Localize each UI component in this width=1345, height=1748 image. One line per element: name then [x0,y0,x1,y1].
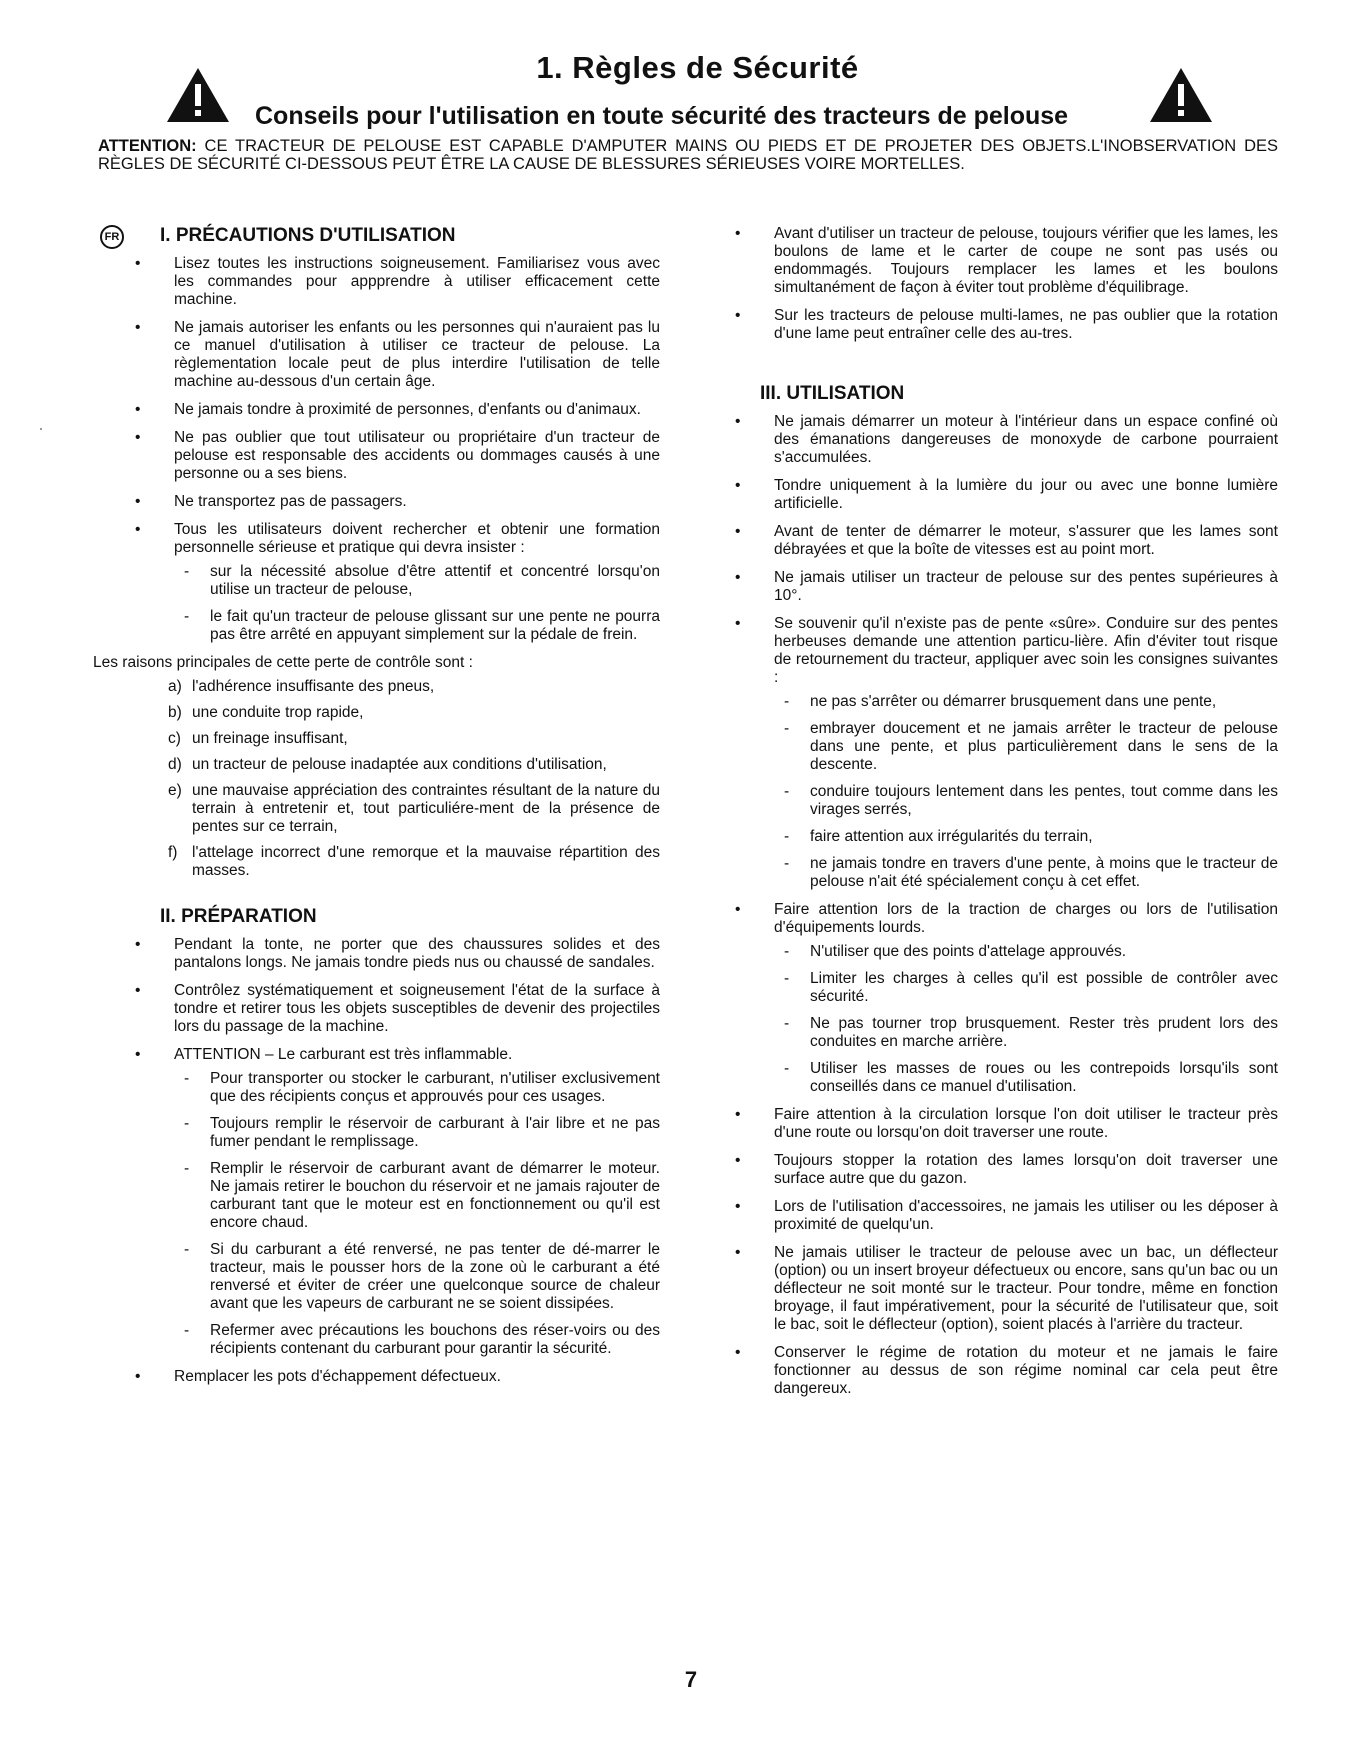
list-item [130,521,660,644]
raison-item [168,704,660,722]
raison-item [168,756,660,774]
page-title: 1. Règles de Sécurité [536,50,859,85]
list-item-text: Se souvenir qu'il n'existe pas de pente «sûre». Conduire sur des pentes herbeuses demande une attention particu-lière. Afin d'éviter tout risque de retournement du tracteur, appliquer avec soin les consignes suivantes : [774,615,1278,686]
sub-item: - faire attention aux irrégularités du terrain, [774,828,1278,846]
list-item-text: Tous les utilisateurs doivent rechercher et obtenir une formation personnelle sérieuse et pratique qui devra insister : [174,521,660,556]
bullet-list [130,255,660,644]
margin-mark [40,428,42,430]
attention-text: CE TRACTEUR DE PELOUSE EST CAPABLE D'AMPUTER MAINS OU PIEDS ET DE PROJETER DES OBJETS.L'INOBSERVATION DES RÈGLES DE SÉCURITÉ CI-DESSOUS PEUT ÊTRE LA CAUSE DE BLESSURES SÉRIEUSES VOIRE MORTELLES. [98,137,1278,173]
sub-item: - N'utiliser que des points d'attelage approuvés. [774,943,1278,961]
sub-item: - Pour transporter ou stocker le carburant, n'utiliser exclusivement que des récipients conçus et approuvés pour ces usages. [174,1070,660,1106]
raison-letter: f) [168,844,178,861]
list-item: • Ne jamais démarrer un moteur à l'intérieur dans un espace confiné où des émanations dangereuses de monoxyde de carbone pourraient s'accumulées. [730,413,1278,467]
sub-item: - le fait qu'un tracteur de pelouse glissant sur une pente ne pourra pas être arrêté en appuyant simplement sur la pédale de frein. [174,608,660,644]
sub-item: - sur la nécessité absolue d'être attentif et concentré lorsqu'on utilise un tracteur de pelouse, [174,563,660,599]
list-item: • Ne transportez pas de passagers. [130,493,660,511]
list-item-text: ATTENTION – Le carburant est très inflammable. [174,1046,513,1063]
list-item: • Lisez toutes les instructions soigneusement. Familiarisez vous avec les commandes pour appprendre à utiliser efficacement cette machine. [130,255,660,309]
raison-text: un freinage insuffisant, [192,730,348,747]
language-badge: FR [100,225,124,249]
sub-item: - Ne pas tourner trop brusquement. Rester très prudent lors des conduites en marche arrière. [774,1015,1278,1051]
raison-letter: c) [168,730,181,747]
page-number: 7 [684,1667,698,1692]
raisons-list [130,678,660,880]
list-item: • Remplacer les pots d'échappement défectueux. [130,1368,660,1386]
raisons-intro: Les raisons principales de cette perte de contrôle sont : [93,654,473,671]
page-subtitle: Conseils pour l'utilisation en toute sécurité des tracteurs de pelouse [255,102,1069,130]
list-item: • Avant d'utiliser un tracteur de pelouse, toujours vérifier que les lames, les boulons de lame et le carter de coupe ne sont pas usés ou endommagés. Toujours remplacer les lames et les boulons simultanément de façon à éviter tout problème d'équilibrage. [730,225,1278,297]
raison-item [168,844,660,880]
raison-text: une conduite trop rapide, [192,704,364,721]
raison-text: un tracteur de pelouse inadaptée aux conditions d'utilisation, [192,756,607,773]
raison-item [168,782,660,836]
list-item: • Ne jamais utiliser un tracteur de pelouse sur des pentes supérieures à 10°. [730,569,1278,605]
raison-letter: d) [168,756,182,773]
sub-item: - conduire toujours lentement dans les pentes, tout comme dans les virages serrés, [774,783,1278,819]
raison-item [168,730,660,748]
raison-letter: b) [168,704,182,721]
list-item: • Ne jamais tondre à proximité de personnes, d'enfants ou d'animaux. [130,401,660,419]
section-title: III. UTILISATION [760,383,905,404]
list-item: • Avant de tenter de démarrer le moteur, s'assurer que les lames sont débrayées et que la boîte de vitesses est au point mort. [730,523,1278,559]
list-item-text: Faire attention lors de la traction de charges ou lors de l'utilisation d'équipements lourds. [774,901,1278,936]
list-item: • Faire attention à la circulation lorsque l'on doit utiliser le tracteur près d'une route ou lorsqu'on doit traverser une route. [730,1106,1278,1142]
raison-text: l'attelage incorrect d'une remorque et la mauvaise répartition des masses. [192,844,660,879]
raison-text: une mauvaise appréciation des contraintes résultant de la nature du terrain à entretenir et, tout particuliére-ment de la présence de pentes sur ce terrain, [192,782,660,835]
dash-list [774,943,1278,1096]
list-item: • Tondre uniquement à la lumière du jour ou avec une bonne lumière artificielle. [730,477,1278,513]
list-item [730,901,1278,1096]
list-item: • Sur les tracteurs de pelouse multi-lames, ne pas oublier que la rotation d'une lame peut entraîner celle des au-tres. [730,307,1278,343]
raison-item [168,678,660,696]
raison-letter: e) [168,782,182,799]
sub-item: - ne jamais tondre en travers d'une pente, à moins que le tracteur de pelouse n'ait été spécialement conçu à cet effet. [774,855,1278,891]
sub-item: - Utiliser les masses de roues ou les contrepoids lorsqu'ils sont conseillés dans ce manuel d'utilisation. [774,1060,1278,1096]
section-title: I. PRÉCAUTIONS D'UTILISATION [160,225,456,246]
list-item: • Pendant la tonte, ne porter que des chaussures solides et des pantalons longs. Ne jamais tondre pieds nus ou chaussé de sandales. [130,936,660,972]
list-item [730,615,1278,891]
bullet-list [730,413,1278,1398]
attention-label: ATTENTION: [98,137,197,155]
list-item: • Toujours stopper la rotation des lames lorsqu'on doit traverser une surface autre que du gazon. [730,1152,1278,1188]
list-item [130,1046,660,1358]
bullet-list [730,225,1278,343]
right-column [760,225,1278,1408]
raison-text: l'adhérence insuffisante des pneus, [192,678,435,695]
dash-list [174,1070,660,1358]
list-item: • Conserver le régime de rotation du moteur et ne jamais le faire fonctionner au dessus de son régime nominal car cela peut être dangereux. [730,1344,1278,1398]
sub-item: - ne pas s'arrêter ou démarrer brusquement dans une pente, [774,693,1278,711]
list-item: • Contrôlez systématiquement et soigneusement l'état de la surface à tondre et retirer tous les objets susceptibles de devenir des projectiles lors du passage de la machine. [130,982,660,1036]
attention-warning [98,137,1278,173]
section-title: II. PRÉPARATION [160,906,317,927]
sub-item: - Toujours remplir le réservoir de carburant à l'air libre et ne pas fumer pendant le remplissage. [174,1115,660,1151]
dash-list [174,563,660,644]
list-item: • Ne jamais utiliser le tracteur de pelouse avec un bac, un déflecteur (option) ou un insert broyeur défectueux ou encore, sans qu'un bac ou un déflecteur ne soit monté sur le tracteur. Pour tondre, même en fonction broyage, il faut impérativement, pour la sécurité de l'utilisateur que, soit le bac, soit le déflecteur (option), soient placés à l'arrière du tracteur. [730,1244,1278,1334]
sub-item: - Limiter les charges à celles qu'il est possible de contrôler avec sécurité. [774,970,1278,1006]
list-item: • Ne pas oublier que tout utilisateur ou propriétaire d'un tracteur de pelouse est responsable des accidents ou dommages causés à une personne ou a ses biens. [130,429,660,483]
sub-item: - Refermer avec précautions les bouchons des réser-voirs ou des récipients contenant du carburant pour garantir la sécurité. [174,1322,660,1358]
list-item: • Ne jamais autoriser les enfants ou les personnes qui n'auraient pas lu ce manuel d'utilisation à utiliser ce tracteur de pelouse. La règlementation locale peut de plus interdire l'utilisation de telle machine au-dessous d'un certain âge. [130,319,660,391]
dash-list [774,693,1278,891]
list-item: • Lors de l'utilisation d'accessoires, ne jamais les utiliser ou les déposer à proximité de quelqu'un. [730,1198,1278,1234]
sub-item: - Remplir le réservoir de carburant avant de démarrer le moteur. Ne jamais retirer le bouchon du réservoir et ne jamais rajouter de carburant tant que le moteur est en fonctionnement ou qu'il est encore chaud. [174,1160,660,1232]
bullet-list [130,936,660,1386]
sub-item: - embrayer doucement et ne jamais arrêter le tracteur de pelouse dans une pente, et plus particulièrement dans le sens de la descente. [774,720,1278,774]
sub-item: - Si du carburant a été renversé, ne pas tenter de dé-marrer le tracteur, mais le pousser hors de la zone où le carburant a été renversé et éviter de créer une quelconque source de chaleur avant que les vapeurs de carburant ne se soient dissipées. [174,1241,660,1313]
raison-letter: a) [168,678,182,695]
left-column [93,225,660,1396]
